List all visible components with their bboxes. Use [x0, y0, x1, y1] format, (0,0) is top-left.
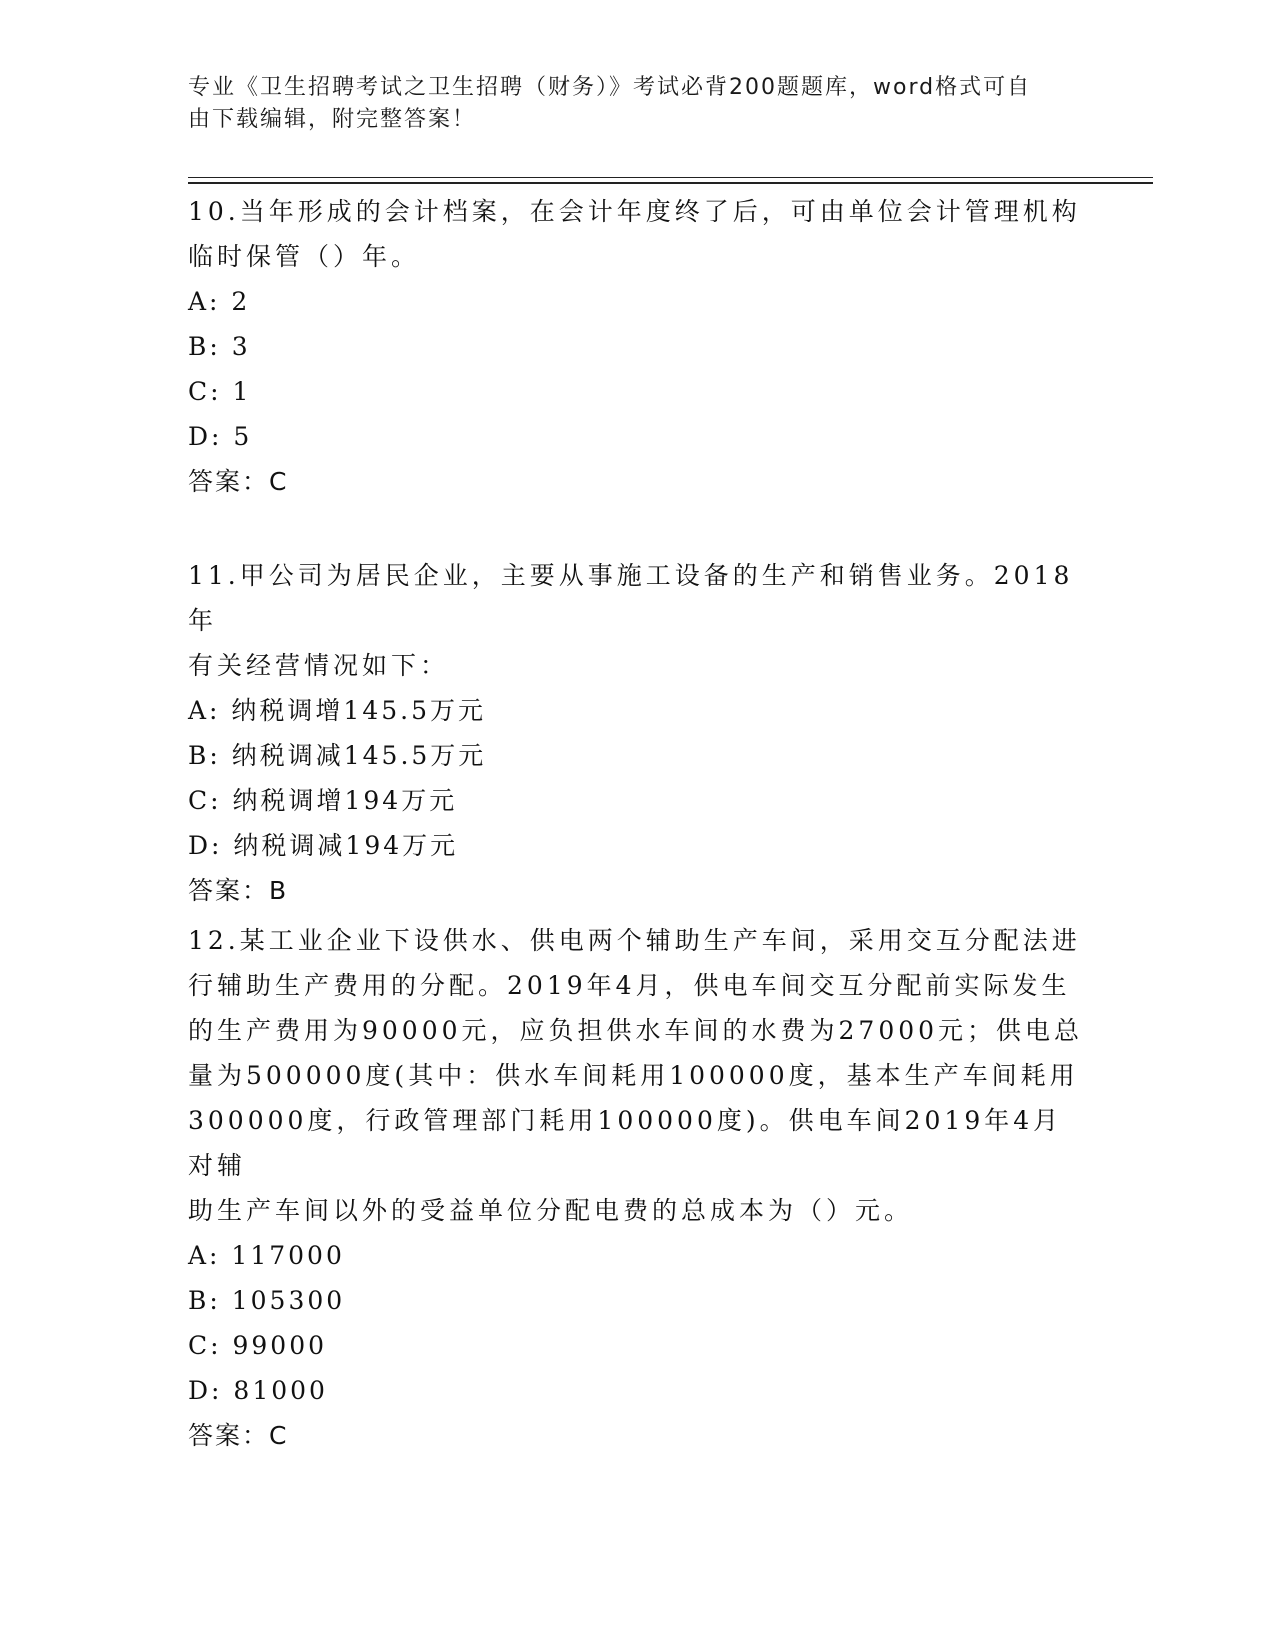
stem-line: 12.某工业企业下设供水、供电两个辅助生产车间，采用交互分配法进 — [188, 926, 1081, 955]
stem-line: 量为500000度(其中：供水车间耗用100000度，基本生产车间耗用 — [188, 1061, 1079, 1090]
stem-line: 的生产费用为90000元，应负担供水车间的水费为27000元；供电总 — [188, 1016, 1084, 1045]
stem-line: 300000度，行政管理部门耗用100000度)。供电车间2019年4月对辅 — [188, 1106, 1063, 1180]
stem-line: 有关经营情况如下： — [188, 651, 450, 680]
option-list — [188, 279, 1088, 459]
header-divider-thick — [188, 182, 1153, 184]
stem-line: 11.甲公司为居民企业，主要从事施工设备的生产和销售业务。2018年 — [188, 561, 1074, 635]
question-stem — [188, 189, 1088, 279]
header-line-2: 由下载编辑，附完整答案！ — [188, 107, 477, 132]
question-11 — [188, 553, 1088, 913]
answer-line: 答案：B — [188, 876, 289, 905]
stem-line: 助生产车间以外的受益单位分配电费的总成本为（）元。 — [188, 1196, 914, 1225]
option-b: B: 105300 — [188, 1286, 346, 1315]
header-divider-thin — [188, 177, 1153, 178]
option-c: C: 纳税调增194万元 — [188, 786, 458, 815]
option-d: D: 纳税调减194万元 — [188, 831, 459, 860]
question-stem — [188, 918, 1088, 1233]
option-b: B: 3 — [188, 332, 251, 361]
option-c: C: 1 — [188, 377, 252, 406]
stem-line: 临时保管（）年。 — [188, 242, 421, 271]
answer-line: 答案：C — [188, 1421, 289, 1450]
option-a: A: 117000 — [188, 1241, 345, 1270]
option-b: B: 纳税调减145.5万元 — [188, 741, 487, 770]
option-list — [188, 688, 1088, 868]
header-line-1: 专业《卫生招聘考试之卫生招聘（财务）》考试必背200题题库，word格式可自 — [188, 75, 1032, 100]
option-list — [188, 1233, 1088, 1413]
question-10 — [188, 189, 1088, 504]
answer-line: 答案：C — [188, 467, 289, 496]
option-c: C: 99000 — [188, 1331, 328, 1360]
option-a: A: 纳税调增145.5万元 — [188, 696, 486, 725]
option-d: D: 81000 — [188, 1376, 328, 1405]
question-12 — [188, 918, 1088, 1458]
stem-line: 行辅助生产费用的分配。2019年4月，供电车间交互分配前实际发生 — [188, 971, 1071, 1000]
document-header — [188, 72, 1068, 136]
question-stem — [188, 553, 1088, 688]
stem-line: 10.当年形成的会计档案，在会计年度终了后，可由单位会计管理机构 — [188, 197, 1081, 226]
option-a: A: 2 — [188, 287, 251, 316]
option-d: D: 5 — [188, 422, 253, 451]
